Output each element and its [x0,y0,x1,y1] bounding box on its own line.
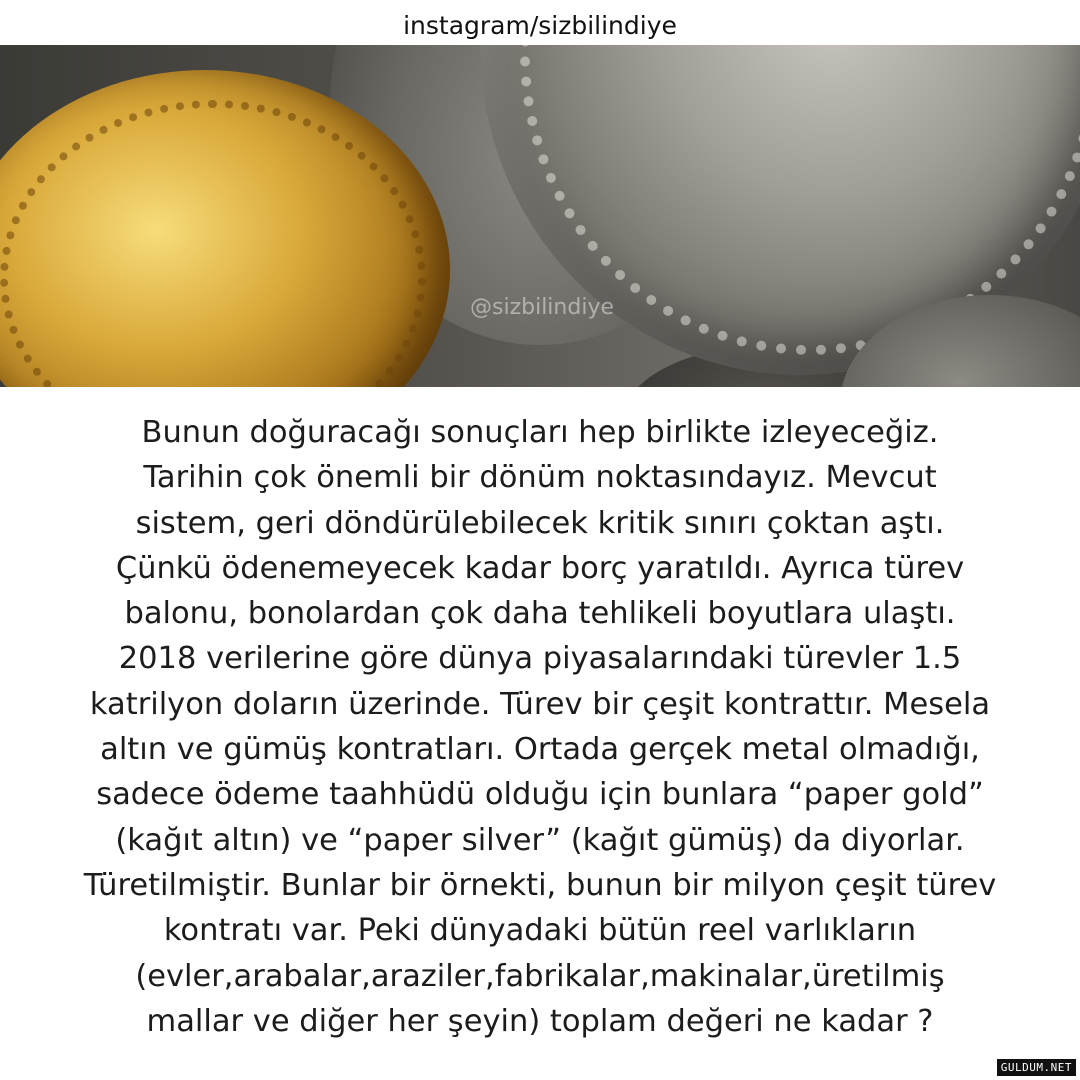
photo-watermark: @sizbilindiye [470,295,614,320]
text-line: Tarihin çok önemli bir dönüm noktasındayız. Mevcut [143,460,937,496]
coins-photo [0,45,1080,387]
text-line: (evler,arabalar,araziler,fabrikalar,makinalar,üretilmiş [135,958,945,994]
text-line: altın ve gümüş kontratları. Ortada gerçek metal olmadığı, [100,732,980,768]
instagram-handle: instagram/sizbilindiye [403,11,677,40]
text-line: balonu, bonolardan çok daha tehlikeli boyutlara ulaştı. [124,596,956,632]
body-text [20,410,1060,1044]
text-line: mallar ve diğer her şeyin) toplam değeri ne kadar ? [146,1003,934,1039]
text-line: sadece ödeme taahhüdü olduğu için bunlara “paper gold” [96,777,984,813]
site-watermark: GULDUM.NET [997,1059,1076,1076]
text-line: Çünkü ödenemeyecek kadar borç yaratıldı. Ayrıca türev [115,550,965,586]
text-line: (kağıt altın) ve “paper silver” (kağıt gümüş) da diyorlar. [115,822,965,858]
text-line: katrilyon doların üzerinde. Türev bir çeşit kontrattır. Mesela [89,686,991,722]
text-line: sistem, geri döndürülebilecek kritik sınırı çoktan aştı. [135,505,945,541]
text-line: 2018 verilerine göre dünya piyasalarındaki türevler 1.5 [118,641,962,677]
text-line: Türetilmiştir. Bunlar bir örnekti, bunun bir milyon çeşit türev [83,867,997,903]
text-line: Bunun doğuracağı sonuçları hep birlikte izleyeceğiz. [141,415,939,450]
text-line: kontratı var. Peki dünyadaki bütün reel varlıkların [163,913,917,949]
